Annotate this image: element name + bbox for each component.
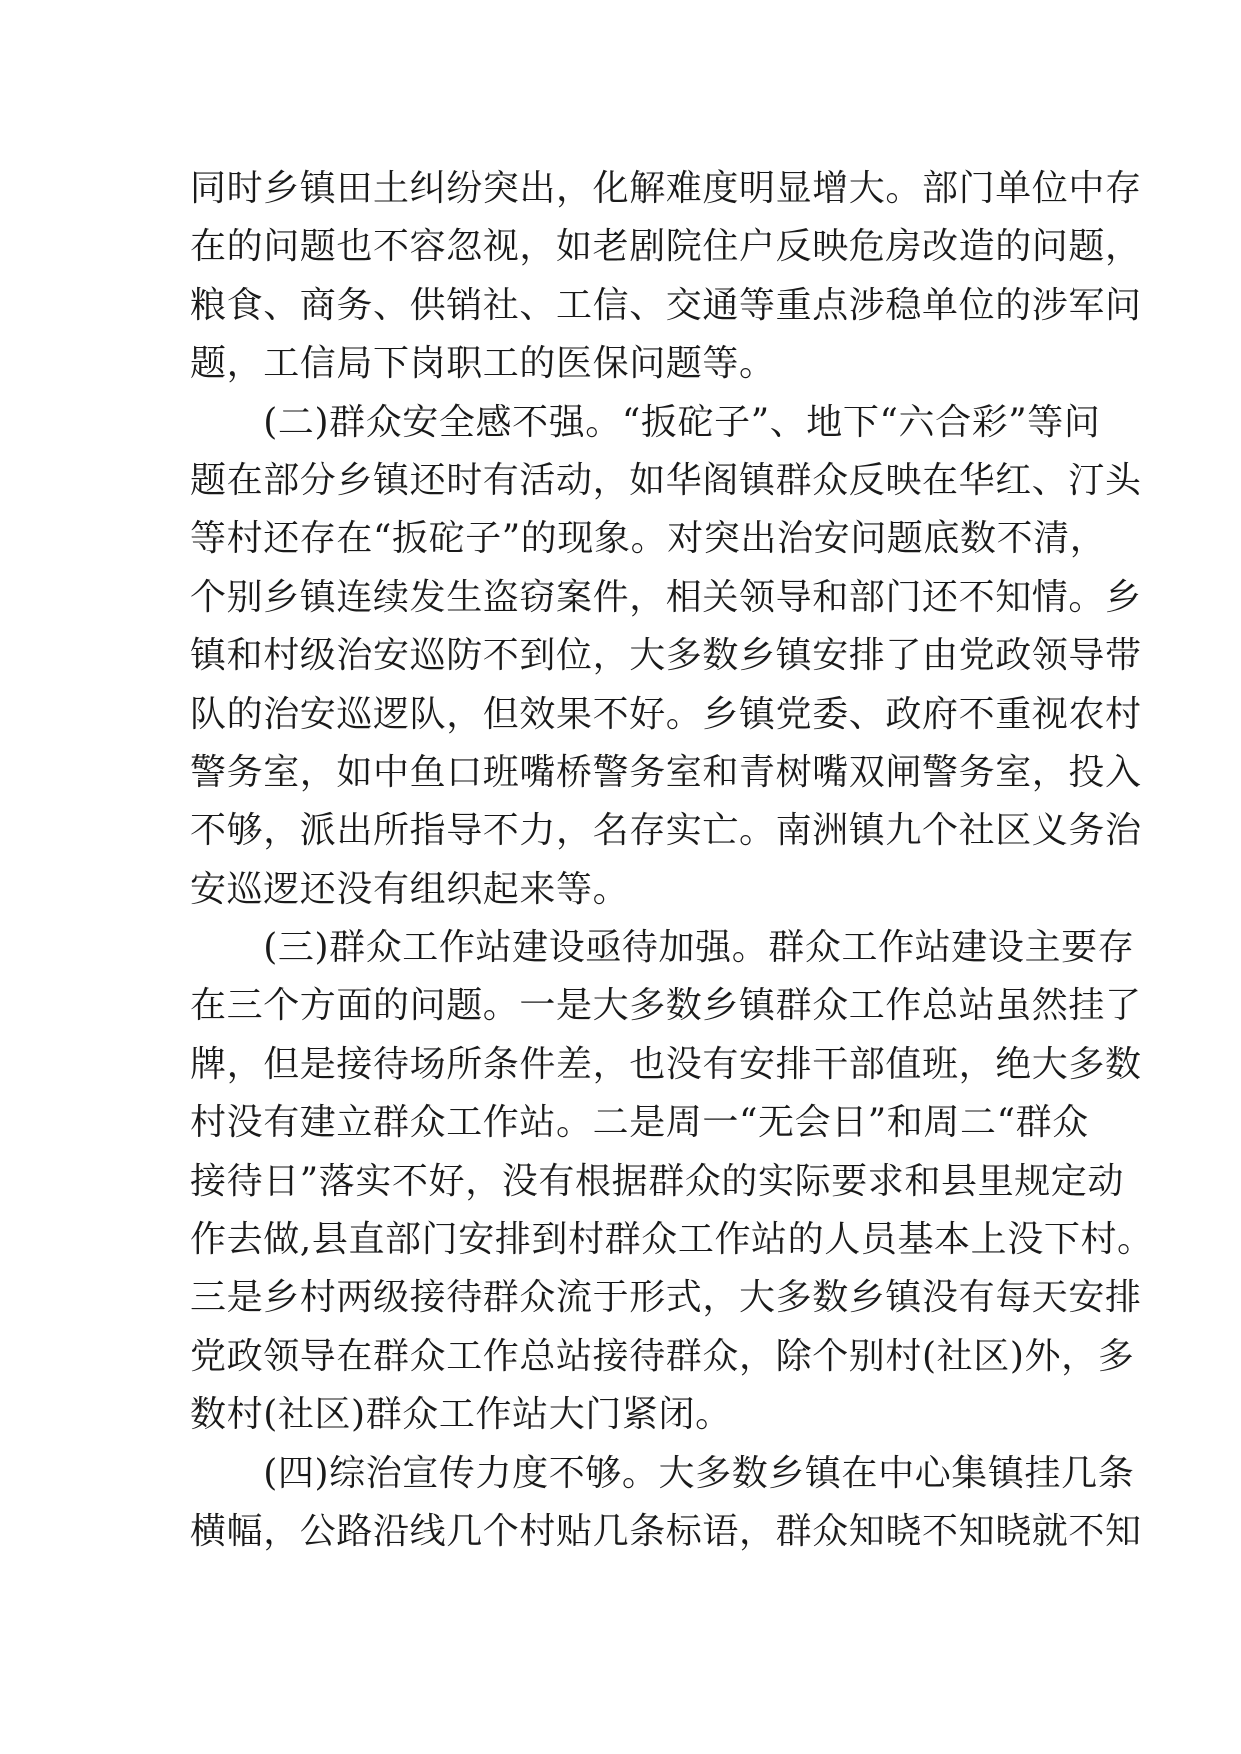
section-heading-line: (四)综治宣传力度不够。大多数乡镇在中心集镇挂几条 xyxy=(190,1452,1135,1494)
text-line: 粮食、商务、供销社、工信、交通等重点涉稳单位的涉军问 xyxy=(190,284,1142,326)
body-text xyxy=(190,160,1154,1561)
text-line: 在三个方面的问题。一是大多数乡镇群众工作总站虽然挂了 xyxy=(190,985,1142,1027)
text-line: 牌，但是接待场所条件差，也没有安排干部值班，绝大多数 xyxy=(190,1043,1142,1085)
text-line: 个别乡镇连续发生盗窃案件，相关领导和部门还不知情。乡 xyxy=(190,576,1142,618)
text-line: 镇和村级治安巡防不到位，大多数乡镇安排了由党政领导带 xyxy=(190,635,1142,677)
text-line: 接待日”落实不好，没有根据群众的实际要求和县里规定动 xyxy=(190,1160,1125,1202)
text-line: 同时乡镇田土纠纷突出，化解难度明显增大。部门单位中存 xyxy=(190,168,1142,209)
section-heading-line: (二)群众安全感不强。“扳砣子”、地下“六合彩”等问 xyxy=(190,401,1101,443)
text-line: 党政领导在群众工作总站接待群众，除个别村(社区)外，多 xyxy=(190,1335,1135,1377)
text-line: 作去做,县直部门安排到村群众工作站的人员基本上没下村。 xyxy=(190,1219,1154,1261)
text-line: 警务室，如中鱼口班嘴桥警务室和青树嘴双闸警务室，投入 xyxy=(190,751,1142,793)
text-line: 题，工信局下岗职工的医保问题等。 xyxy=(190,343,776,385)
text-line: 在的问题也不容忽视，如老剧院住户反映危房改造的问题， xyxy=(190,226,1142,268)
text-line: 不够，派出所指导不力，名存实亡。南洲镇九个社区义务治 xyxy=(190,810,1142,852)
text-line: 队的治安巡逻队，但效果不好。乡镇党委、政府不重视农村 xyxy=(190,693,1142,735)
text-line: 安巡逻还没有组织起来等。 xyxy=(190,868,630,910)
text-line: 三是乡村两级接待群众流于形式，大多数乡镇没有每天安排 xyxy=(190,1277,1142,1319)
text-line: 题在部分乡镇还时有活动，如华阁镇群众反映在华红、汀头 xyxy=(190,459,1142,501)
text-line: 村没有建立群众工作站。二是周一“无会日”和周二“群众 xyxy=(190,1102,1089,1144)
section-heading-line: (三)群众工作站建设亟待加强。群众工作站建设主要存 xyxy=(190,927,1135,969)
text-line: 等村还存在“扳砣子”的现象。对突出治安问题底数不清， xyxy=(190,518,1107,560)
text-line: 数村(社区)群众工作站大门紧闭。 xyxy=(190,1394,732,1436)
text-line: 横幅，公路沿线几个村贴几条标语，群众知晓不知晓就不知 xyxy=(190,1510,1142,1552)
